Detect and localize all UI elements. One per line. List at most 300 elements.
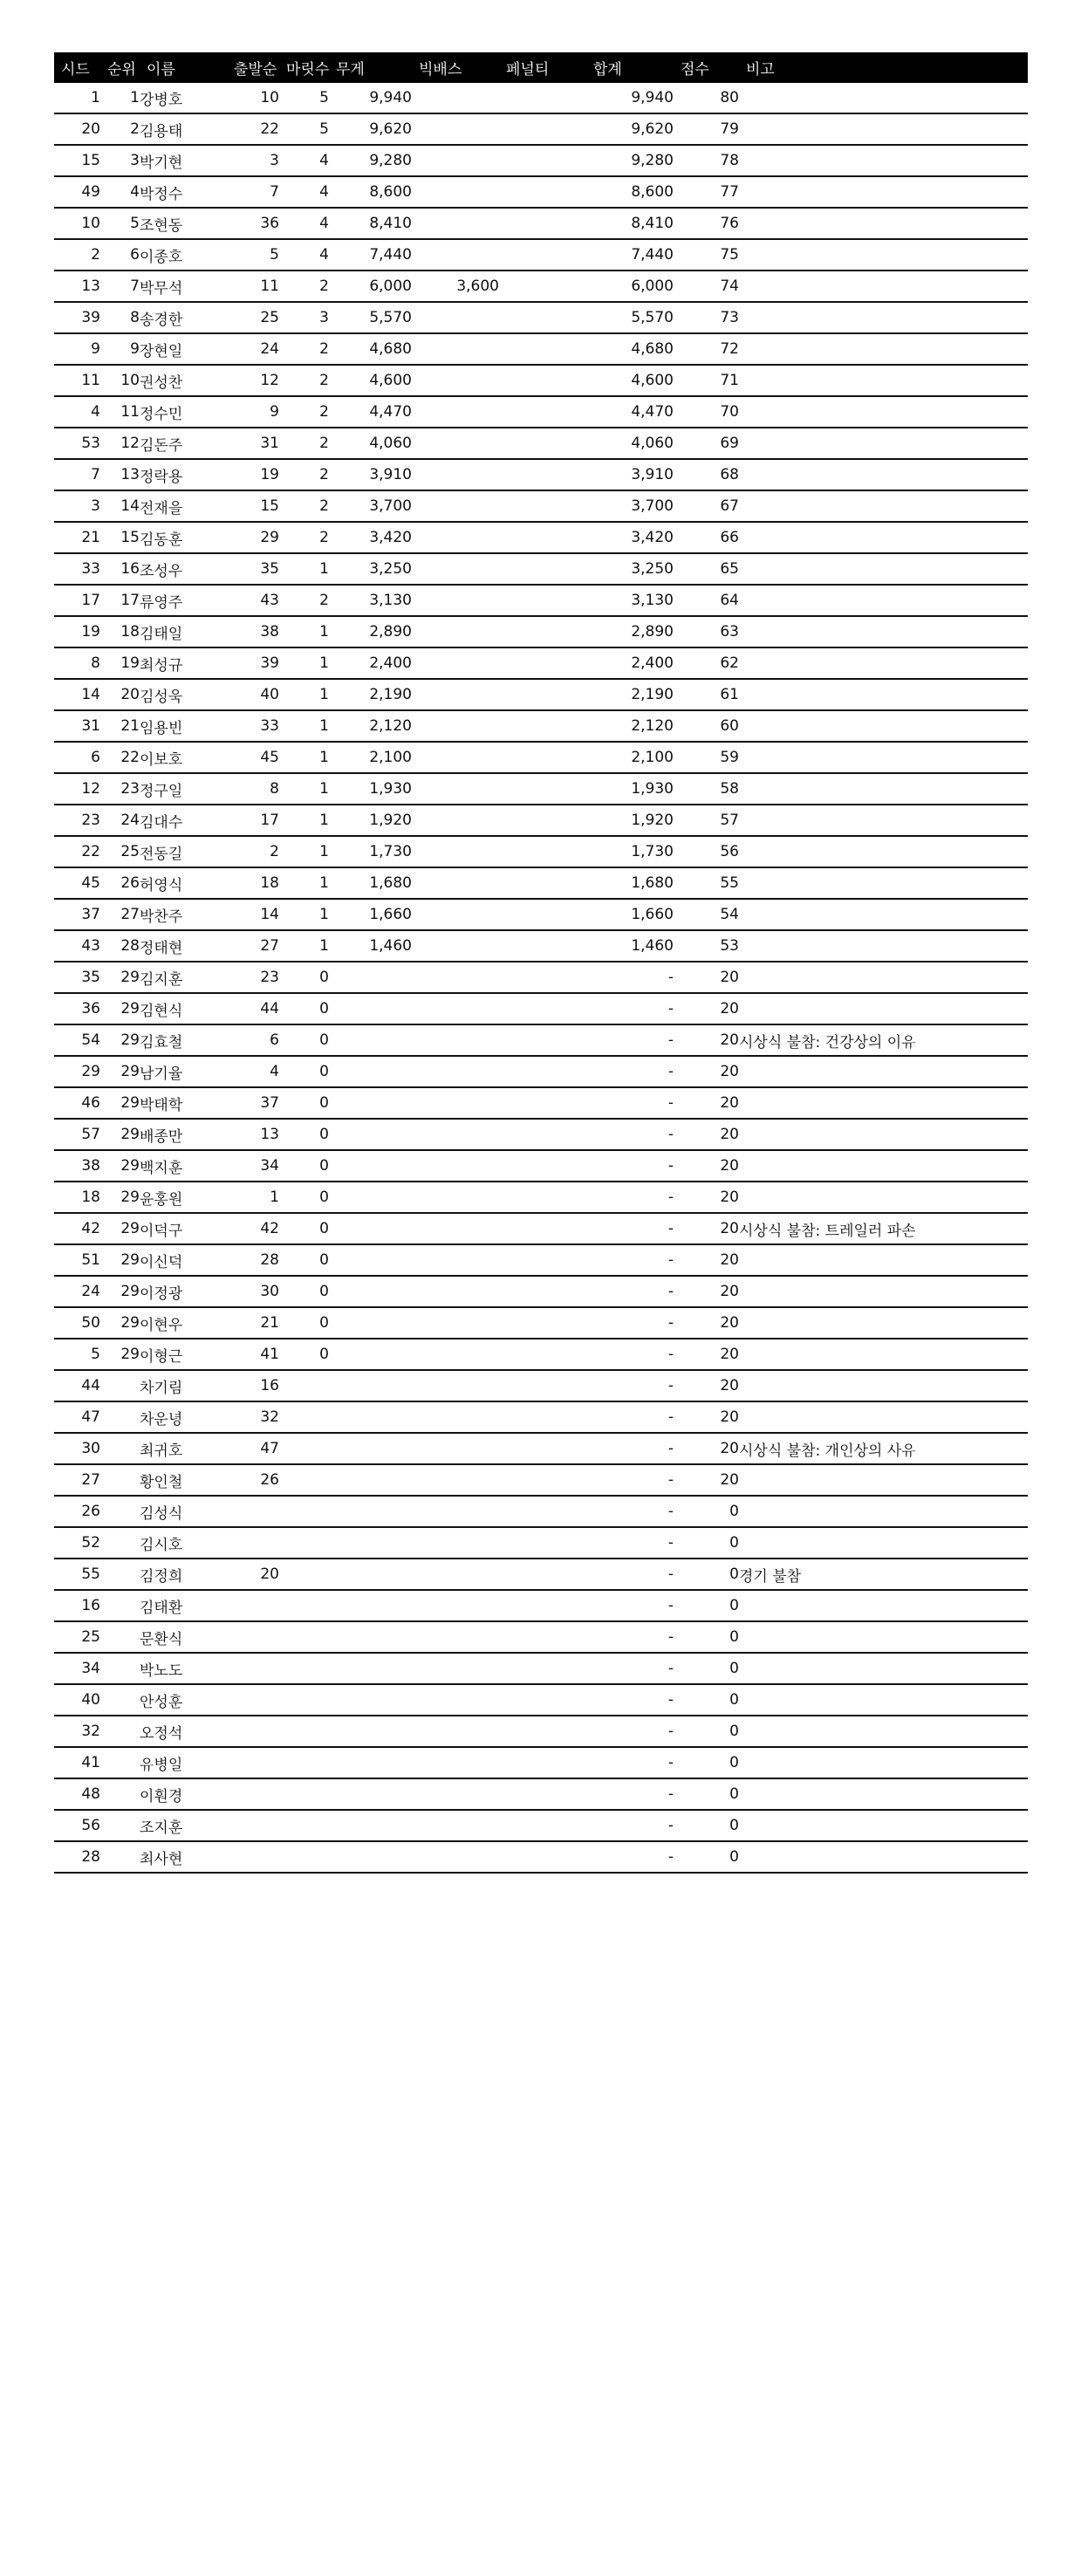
results-body [54,83,1028,1873]
fish-count-cell: 4 [279,145,329,176]
weight-cell [329,1464,412,1496]
entries-cell: 26 [227,1464,279,1496]
rank-cell [100,1810,140,1841]
total-cell: - [586,1590,674,1621]
table-row [54,1684,1028,1716]
entries-cell: 42 [227,1213,279,1244]
total-cell: - [586,1464,674,1496]
seed-cell: 15 [54,145,100,176]
rank-cell: 29 [100,1276,140,1307]
big-bass-cell [412,1527,499,1559]
penalty-cell [499,1841,586,1873]
entries-cell: 18 [227,867,279,899]
rank-cell: 28 [100,930,140,962]
seed-cell: 55 [54,1559,100,1590]
entries-cell: 8 [227,773,279,805]
note-cell: 시상식 불참: 개인상의 사유 [739,1433,1028,1464]
total-cell: 1,680 [586,867,674,899]
seed-cell: 25 [54,1621,100,1653]
name-cell: 박찬주 [140,899,227,930]
penalty-cell [499,208,586,239]
rank-cell [100,1527,140,1559]
rank-cell: 29 [100,1150,140,1182]
penalty-cell [499,302,586,333]
weight-cell [329,1527,412,1559]
seed-cell: 44 [54,1370,100,1401]
name-cell: 문환식 [140,1621,227,1653]
note-cell [739,1621,1028,1653]
weight-cell: 7,440 [329,239,412,271]
entries-cell: 20 [227,1559,279,1590]
fish-count-cell [279,1464,329,1496]
seed-cell: 56 [54,1810,100,1841]
note-cell [739,930,1028,962]
big-bass-cell [412,1401,499,1433]
penalty-cell [499,553,586,585]
entries-cell: 22 [227,113,279,145]
entries-cell: 13 [227,1119,279,1150]
fish-count-cell: 2 [279,459,329,490]
seed-cell: 29 [54,1056,100,1087]
weight-cell: 3,130 [329,585,412,616]
penalty-cell [499,616,586,647]
seed-cell: 10 [54,208,100,239]
fish-count-cell [279,1684,329,1716]
rank-cell [100,1433,140,1464]
table-row [54,1747,1028,1778]
name-cell: 김지훈 [140,962,227,993]
penalty-cell [499,83,586,113]
points-cell: 20 [674,1119,739,1150]
seed-cell: 53 [54,428,100,459]
table-row [54,962,1028,993]
fish-count-cell: 1 [279,805,329,836]
points-cell: 0 [674,1747,739,1778]
entries-cell: 24 [227,333,279,365]
name-cell: 임용빈 [140,710,227,742]
points-cell: 0 [674,1621,739,1653]
note-cell [739,1778,1028,1810]
total-cell: - [586,1841,674,1873]
big-bass-cell [412,1370,499,1401]
rank-cell: 11 [100,396,140,428]
weight-cell [329,1496,412,1527]
total-cell: 4,060 [586,428,674,459]
note-cell [739,1653,1028,1684]
note-cell [739,302,1028,333]
rank-cell: 13 [100,459,140,490]
big-bass-cell [412,1307,499,1339]
entries-cell: 34 [227,1150,279,1182]
rank-cell: 29 [100,1182,140,1213]
points-cell: 72 [674,333,739,365]
name-cell: 조성우 [140,553,227,585]
note-cell [739,1684,1028,1716]
fish-count-cell: 1 [279,553,329,585]
penalty-cell [499,396,586,428]
big-bass-cell [412,365,499,396]
seed-cell: 13 [54,271,100,302]
table-row [54,1056,1028,1087]
fish-count-cell: 2 [279,271,329,302]
seed-cell: 33 [54,553,100,585]
entries-cell: 35 [227,553,279,585]
name-cell: 김대수 [140,805,227,836]
seed-cell: 22 [54,836,100,867]
rank-cell: 9 [100,333,140,365]
rank-cell [100,1401,140,1433]
name-cell: 차기림 [140,1370,227,1401]
table-row [54,1433,1028,1464]
entries-cell: 41 [227,1339,279,1370]
points-cell: 20 [674,1087,739,1119]
rank-cell: 24 [100,805,140,836]
note-cell [739,1401,1028,1433]
rank-cell: 4 [100,176,140,208]
note-cell [739,1150,1028,1182]
entries-cell [227,1653,279,1684]
table-row [54,1339,1028,1370]
name-cell: 배종만 [140,1119,227,1150]
points-cell: 20 [674,1401,739,1433]
table-row [54,83,1028,113]
weight-cell: 2,890 [329,616,412,647]
weight-cell: 8,600 [329,176,412,208]
entries-cell: 36 [227,208,279,239]
name-cell: 정락용 [140,459,227,490]
note-cell [739,1370,1028,1401]
weight-cell: 1,460 [329,930,412,962]
total-cell: - [586,1339,674,1370]
entries-cell [227,1716,279,1747]
seed-cell: 52 [54,1527,100,1559]
points-cell: 20 [674,1276,739,1307]
entries-cell: 12 [227,365,279,396]
note-cell [739,993,1028,1024]
fish-count-cell: 0 [279,962,329,993]
rank-cell: 8 [100,302,140,333]
name-cell: 이훤경 [140,1778,227,1810]
weight-cell [329,1087,412,1119]
points-cell: 62 [674,647,739,679]
penalty-cell [499,1182,586,1213]
name-cell: 정수민 [140,396,227,428]
rank-cell [100,1684,140,1716]
penalty-cell [499,1087,586,1119]
penalty-cell [499,176,586,208]
weight-cell [329,1621,412,1653]
points-cell: 76 [674,208,739,239]
rank-cell: 29 [100,1244,140,1276]
table-row [54,773,1028,805]
table-row [54,428,1028,459]
table-row [54,553,1028,585]
header-penalty: 페널티 [499,52,586,83]
total-cell: 2,120 [586,710,674,742]
weight-cell: 2,190 [329,679,412,710]
seed-cell: 35 [54,962,100,993]
penalty-cell [499,710,586,742]
points-cell: 20 [674,993,739,1024]
big-bass-cell [412,805,499,836]
note-cell [739,522,1028,553]
penalty-cell [499,1590,586,1621]
total-cell: 1,930 [586,773,674,805]
fish-count-cell: 1 [279,742,329,773]
note-cell [739,365,1028,396]
seed-cell: 51 [54,1244,100,1276]
table-row [54,490,1028,522]
seed-cell: 4 [54,396,100,428]
weight-cell [329,1339,412,1370]
penalty-cell [499,271,586,302]
seed-cell: 24 [54,1276,100,1307]
table-row [54,616,1028,647]
name-cell: 최사현 [140,1841,227,1873]
table-row [54,271,1028,302]
table-row [54,899,1028,930]
seed-cell: 42 [54,1213,100,1244]
fish-count-cell: 2 [279,365,329,396]
big-bass-cell [412,1339,499,1370]
big-bass-cell [412,145,499,176]
big-bass-cell [412,1024,499,1056]
penalty-cell [499,1464,586,1496]
big-bass-cell [412,1559,499,1590]
name-cell: 차운녕 [140,1401,227,1433]
fish-count-cell [279,1527,329,1559]
points-cell: 0 [674,1653,739,1684]
total-cell: - [586,1024,674,1056]
name-cell: 김동훈 [140,522,227,553]
table-row [54,1810,1028,1841]
note-cell [739,899,1028,930]
name-cell: 권성찬 [140,365,227,396]
entries-cell: 30 [227,1276,279,1307]
note-cell [739,239,1028,271]
big-bass-cell [412,333,499,365]
name-cell: 박노도 [140,1653,227,1684]
penalty-cell [499,679,586,710]
seed-cell: 57 [54,1119,100,1150]
rank-cell [100,1653,140,1684]
points-cell: 77 [674,176,739,208]
penalty-cell [499,1559,586,1590]
big-bass-cell [412,1213,499,1244]
points-cell: 20 [674,1433,739,1464]
penalty-cell [499,1527,586,1559]
fish-count-cell: 5 [279,83,329,113]
points-cell: 53 [674,930,739,962]
weight-cell: 1,930 [329,773,412,805]
note-cell [739,208,1028,239]
big-bass-cell [412,553,499,585]
points-cell: 64 [674,585,739,616]
table-row [54,1496,1028,1527]
name-cell: 김정희 [140,1559,227,1590]
name-cell: 박무석 [140,271,227,302]
penalty-cell [499,962,586,993]
entries-cell: 38 [227,616,279,647]
note-cell [739,647,1028,679]
total-cell: - [586,1653,674,1684]
entries-cell [227,1841,279,1873]
points-cell: 61 [674,679,739,710]
fish-count-cell: 1 [279,679,329,710]
weight-cell [329,1747,412,1778]
fish-count-cell: 2 [279,522,329,553]
weight-cell [329,962,412,993]
table-row [54,710,1028,742]
note-cell [739,1182,1028,1213]
seed-cell: 21 [54,522,100,553]
table-row [54,302,1028,333]
table-row [54,145,1028,176]
penalty-cell [499,1716,586,1747]
seed-cell: 50 [54,1307,100,1339]
fish-count-cell: 2 [279,428,329,459]
big-bass-cell [412,1621,499,1653]
name-cell: 남기율 [140,1056,227,1087]
rank-cell: 1 [100,83,140,113]
total-cell: - [586,1056,674,1087]
rank-cell: 7 [100,271,140,302]
table-row [54,208,1028,239]
rank-cell: 29 [100,1087,140,1119]
table-row [54,867,1028,899]
penalty-cell [499,1401,586,1433]
fish-count-cell [279,1590,329,1621]
total-cell: 3,130 [586,585,674,616]
note-cell [739,679,1028,710]
note-cell [739,1496,1028,1527]
points-cell: 67 [674,490,739,522]
big-bass-cell [412,1056,499,1087]
entries-cell: 9 [227,396,279,428]
fish-count-cell: 0 [279,1276,329,1307]
penalty-cell [499,1339,586,1370]
entries-cell: 27 [227,930,279,962]
table-row [54,742,1028,773]
note-cell [739,333,1028,365]
rank-cell [100,1464,140,1496]
seed-cell: 18 [54,1182,100,1213]
seed-cell: 2 [54,239,100,271]
rank-cell: 23 [100,773,140,805]
points-cell: 0 [674,1778,739,1810]
header-row [54,52,1028,83]
rank-cell: 27 [100,899,140,930]
fish-count-cell: 1 [279,647,329,679]
note-cell [739,1276,1028,1307]
name-cell: 김성욱 [140,679,227,710]
total-cell: 1,660 [586,899,674,930]
big-bass-cell [412,396,499,428]
seed-cell: 27 [54,1464,100,1496]
entries-cell: 16 [227,1370,279,1401]
rank-cell: 29 [100,1024,140,1056]
header-seed: 시드 [54,52,100,83]
name-cell: 송경한 [140,302,227,333]
weight-cell: 1,660 [329,899,412,930]
header-rank: 순위 [100,52,140,83]
note-cell [739,616,1028,647]
penalty-cell [499,490,586,522]
big-bass-cell [412,710,499,742]
table-row [54,365,1028,396]
seed-cell: 45 [54,867,100,899]
name-cell: 정태현 [140,930,227,962]
big-bass-cell [412,113,499,145]
total-cell: 6,000 [586,271,674,302]
rank-cell: 25 [100,836,140,867]
points-cell: 0 [674,1496,739,1527]
results-table [54,52,1028,1874]
points-cell: 57 [674,805,739,836]
weight-cell [329,1684,412,1716]
entries-cell: 17 [227,805,279,836]
points-cell: 20 [674,1244,739,1276]
entries-cell: 2 [227,836,279,867]
entries-cell [227,1496,279,1527]
fish-count-cell: 2 [279,585,329,616]
fish-count-cell: 1 [279,773,329,805]
weight-cell [329,1244,412,1276]
name-cell: 전재을 [140,490,227,522]
entries-cell: 33 [227,710,279,742]
weight-cell: 2,120 [329,710,412,742]
table-row [54,176,1028,208]
name-cell: 황인철 [140,1464,227,1496]
fish-count-cell: 0 [279,1339,329,1370]
big-bass-cell [412,459,499,490]
weight-cell: 1,730 [329,836,412,867]
big-bass-cell [412,1150,499,1182]
seed-cell: 34 [54,1653,100,1684]
entries-cell: 37 [227,1087,279,1119]
rank-cell: 29 [100,1213,140,1244]
seed-cell: 30 [54,1433,100,1464]
fish-count-cell: 0 [279,1024,329,1056]
table-row [54,1087,1028,1119]
name-cell: 이현우 [140,1307,227,1339]
seed-cell: 14 [54,679,100,710]
total-cell: - [586,1747,674,1778]
rank-cell: 19 [100,647,140,679]
big-bass-cell [412,1716,499,1747]
penalty-cell [499,113,586,145]
fish-count-cell: 0 [279,1056,329,1087]
total-cell: - [586,993,674,1024]
fish-count-cell: 1 [279,710,329,742]
penalty-cell [499,1747,586,1778]
weight-cell [329,1401,412,1433]
big-bass-cell [412,836,499,867]
seed-cell: 1 [54,83,100,113]
fish-count-cell: 4 [279,208,329,239]
points-cell: 20 [674,1213,739,1244]
table-row [54,1370,1028,1401]
big-bass-cell [412,867,499,899]
seed-cell: 48 [54,1778,100,1810]
fish-count-cell [279,1433,329,1464]
note-cell [739,1464,1028,1496]
entries-cell: 21 [227,1307,279,1339]
points-cell: 78 [674,145,739,176]
table-row [54,1150,1028,1182]
weight-cell: 4,060 [329,428,412,459]
fish-count-cell: 4 [279,239,329,271]
